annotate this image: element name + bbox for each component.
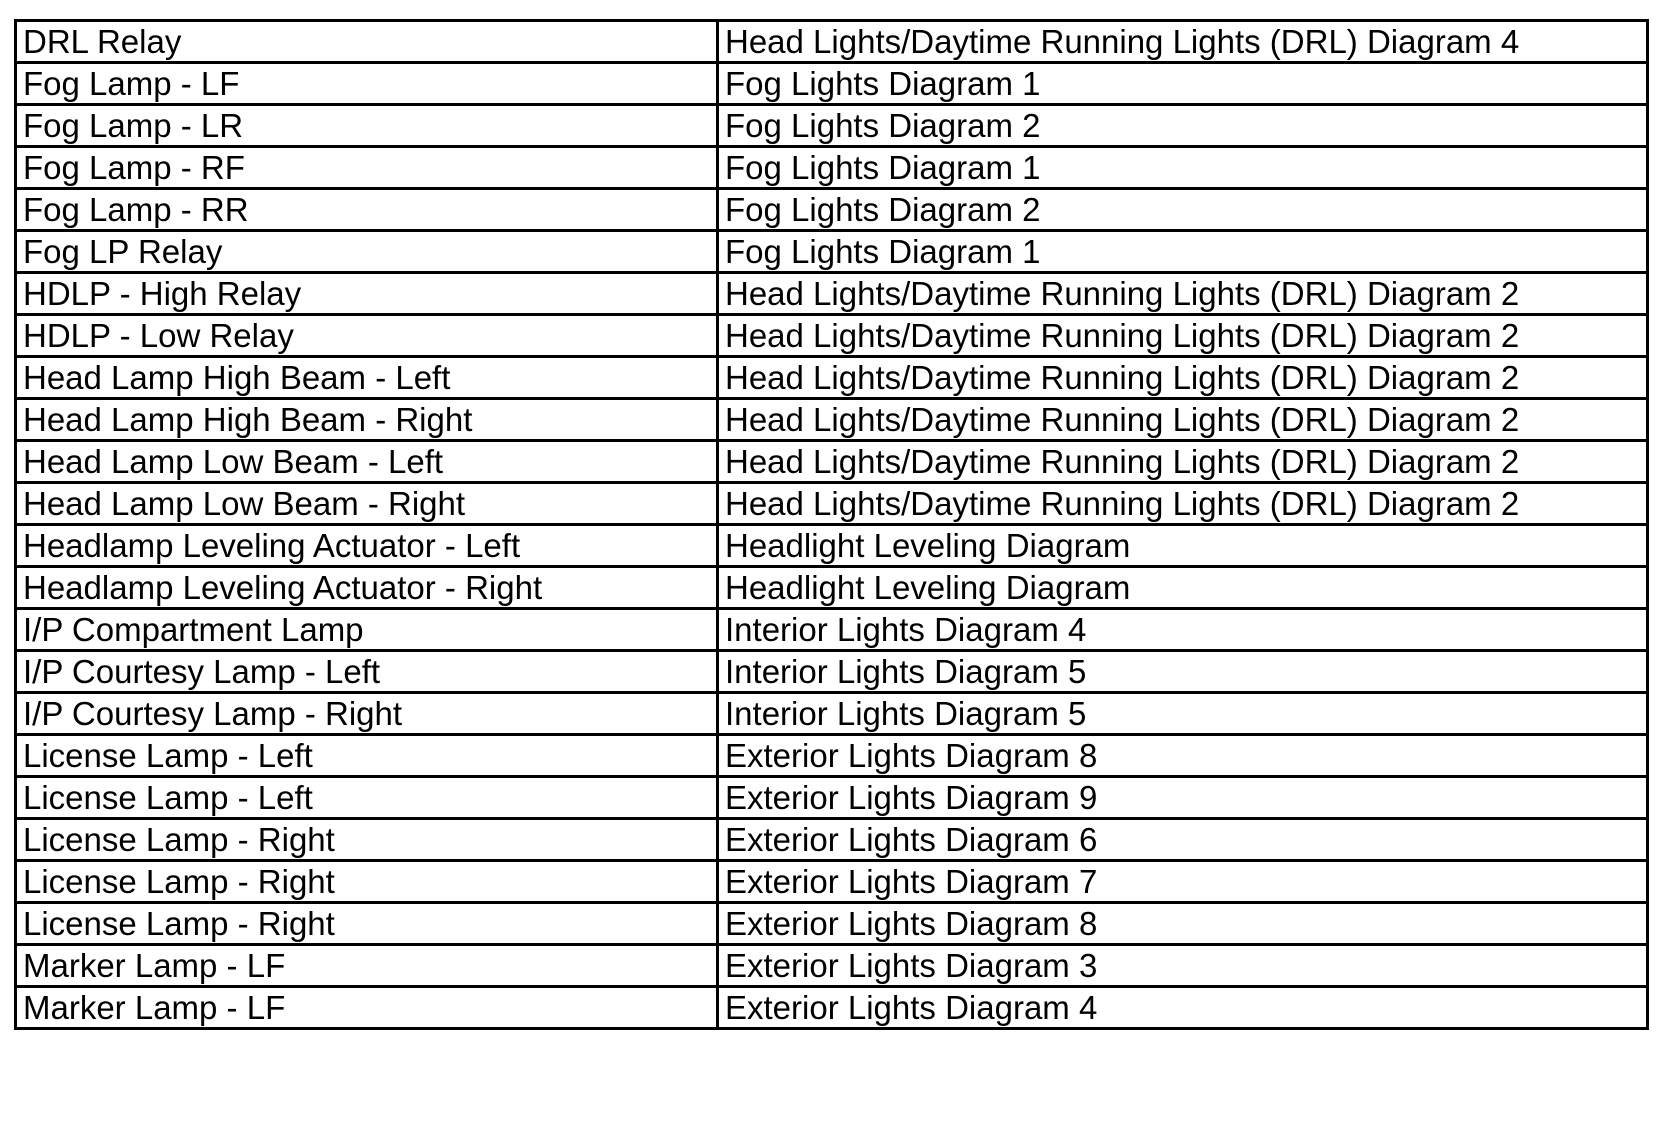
component-cell: Head Lamp High Beam - Right: [16, 399, 718, 441]
table-row: [16, 903, 1648, 945]
diagram-cell: Interior Lights Diagram 5: [718, 651, 1648, 693]
diagram-cell: Exterior Lights Diagram 9: [718, 777, 1648, 819]
component-cell: DRL Relay: [16, 21, 718, 63]
table-row: [16, 651, 1648, 693]
table-row: [16, 819, 1648, 861]
component-cell: Fog Lamp - LF: [16, 63, 718, 105]
diagram-cell: Head Lights/Daytime Running Lights (DRL) Diagram 2: [718, 357, 1648, 399]
table-row: [16, 189, 1648, 231]
table-row: [16, 777, 1648, 819]
table-row: [16, 441, 1648, 483]
component-cell: Fog Lamp - RF: [16, 147, 718, 189]
diagram-cell: Exterior Lights Diagram 8: [718, 903, 1648, 945]
component-cell: Fog Lamp - RR: [16, 189, 718, 231]
table-row: [16, 231, 1648, 273]
table-row: [16, 315, 1648, 357]
table-row: [16, 483, 1648, 525]
table-row: [16, 399, 1648, 441]
table-row: [16, 567, 1648, 609]
diagram-cell: Head Lights/Daytime Running Lights (DRL) Diagram 4: [718, 21, 1648, 63]
component-cell: License Lamp - Right: [16, 903, 718, 945]
table-row: [16, 525, 1648, 567]
table-row: [16, 357, 1648, 399]
table-row: [16, 105, 1648, 147]
table-row: [16, 945, 1648, 987]
component-cell: Marker Lamp - LF: [16, 945, 718, 987]
component-cell: Head Lamp Low Beam - Left: [16, 441, 718, 483]
diagram-cell: Exterior Lights Diagram 3: [718, 945, 1648, 987]
component-cell: Head Lamp Low Beam - Right: [16, 483, 718, 525]
diagram-cell: Interior Lights Diagram 4: [718, 609, 1648, 651]
table-body: [16, 21, 1648, 1029]
diagram-cell: Fog Lights Diagram 1: [718, 231, 1648, 273]
diagram-cell: Interior Lights Diagram 5: [718, 693, 1648, 735]
diagram-cell: Head Lights/Daytime Running Lights (DRL) Diagram 2: [718, 399, 1648, 441]
diagram-cell: Exterior Lights Diagram 6: [718, 819, 1648, 861]
component-cell: License Lamp - Right: [16, 861, 718, 903]
component-diagram-table-container: [14, 19, 1646, 1030]
diagram-cell: Head Lights/Daytime Running Lights (DRL) Diagram 2: [718, 273, 1648, 315]
component-cell: License Lamp - Left: [16, 777, 718, 819]
component-cell: License Lamp - Right: [16, 819, 718, 861]
diagram-cell: Exterior Lights Diagram 7: [718, 861, 1648, 903]
diagram-cell: Head Lights/Daytime Running Lights (DRL) Diagram 2: [718, 315, 1648, 357]
diagram-cell: Exterior Lights Diagram 4: [718, 987, 1648, 1029]
table-row: [16, 693, 1648, 735]
diagram-cell: Fog Lights Diagram 1: [718, 63, 1648, 105]
component-cell: Fog Lamp - LR: [16, 105, 718, 147]
table-row: [16, 63, 1648, 105]
component-cell: Fog LP Relay: [16, 231, 718, 273]
diagram-cell: Fog Lights Diagram 2: [718, 189, 1648, 231]
table-row: [16, 609, 1648, 651]
diagram-cell: Head Lights/Daytime Running Lights (DRL) Diagram 2: [718, 441, 1648, 483]
component-cell: Head Lamp High Beam - Left: [16, 357, 718, 399]
table-row: [16, 987, 1648, 1029]
component-cell: I/P Courtesy Lamp - Left: [16, 651, 718, 693]
table-row: [16, 735, 1648, 777]
component-cell: HDLP - High Relay: [16, 273, 718, 315]
table-row: [16, 21, 1648, 63]
diagram-cell: Exterior Lights Diagram 8: [718, 735, 1648, 777]
diagram-cell: Headlight Leveling Diagram: [718, 567, 1648, 609]
table-row: [16, 147, 1648, 189]
component-diagram-table: [14, 19, 1649, 1030]
component-cell: License Lamp - Left: [16, 735, 718, 777]
component-cell: Marker Lamp - LF: [16, 987, 718, 1029]
diagram-cell: Head Lights/Daytime Running Lights (DRL) Diagram 2: [718, 483, 1648, 525]
component-cell: I/P Courtesy Lamp - Right: [16, 693, 718, 735]
diagram-cell: Fog Lights Diagram 1: [718, 147, 1648, 189]
component-cell: I/P Compartment Lamp: [16, 609, 718, 651]
diagram-cell: Fog Lights Diagram 2: [718, 105, 1648, 147]
table-row: [16, 861, 1648, 903]
table-row: [16, 273, 1648, 315]
diagram-cell: Headlight Leveling Diagram: [718, 525, 1648, 567]
component-cell: Headlamp Leveling Actuator - Left: [16, 525, 718, 567]
component-cell: Headlamp Leveling Actuator - Right: [16, 567, 718, 609]
component-cell: HDLP - Low Relay: [16, 315, 718, 357]
